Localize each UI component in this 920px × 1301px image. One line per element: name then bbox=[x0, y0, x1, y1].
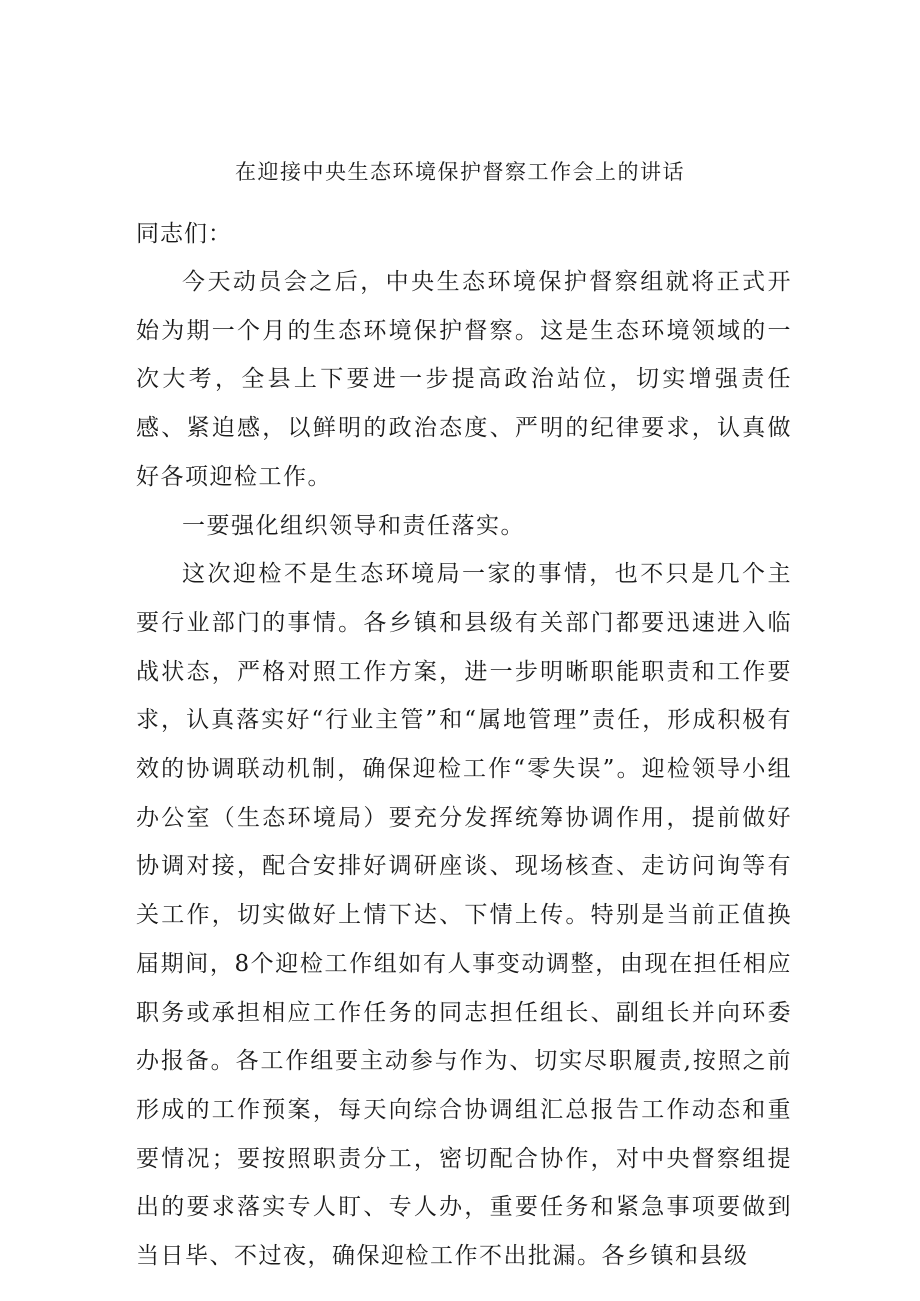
paragraph-organization: 这次迎检不是生态环境局一家的事情，也不只是几个主要行业部门的事情。各乡镇和县级有关部门都要迅速进入临战状态，严格对照工作方案，进一步明晰职能职责和工作要求，认真落实好“行业主管”和“属地管理”责任，形成积极有效的协调联动机制，确保迎检工作“零失误”。迎检领导小组办公室（生态环境局）要充分发挥统筹协调作用，提前做好协调对接，配合安排好调研座谈、现场核查、走访问询等有关工作，切实做好上情下达、下情上传。特别是当前正值换届期间，8个迎检工作组如有人事变动调整，由现在担任相应职务或承担相应工作任务的同志担任组长、副组长并向环委办报备。各工作组要主动参与作为、切实尽职履责,按照之前形成的工作预案，每天向综合协调组汇总报告工作动态和重要情况；要按照职责分工，密切配合协作，对中央督察组提出的要求落实专人盯、专人办，重要任务和紧急事项要做到当日毕、不过夜，确保迎检工作不出批漏。各乡镇和县级 bbox=[136, 561, 792, 1270]
paragraph-heading-one: 一要强化组织领导和责任落实。 bbox=[182, 512, 525, 539]
paragraph-intro: 今天动员会之后，中央生态环境保护督察组就将正式开始为期一个月的生态环境保护督察。这是生态环境领域的一次大考，全县上下要进一步提高政治站位，切实增强责任感、紧迫感，以鲜明的政治态度、严明的纪律要求，认真做好各项迎检工作。 bbox=[136, 269, 792, 490]
salutation: 同志们： bbox=[136, 221, 232, 247]
document-body bbox=[136, 258, 792, 1281]
document-title: 在迎接中央生态环境保护督察工作会上的讲话 bbox=[235, 160, 685, 184]
